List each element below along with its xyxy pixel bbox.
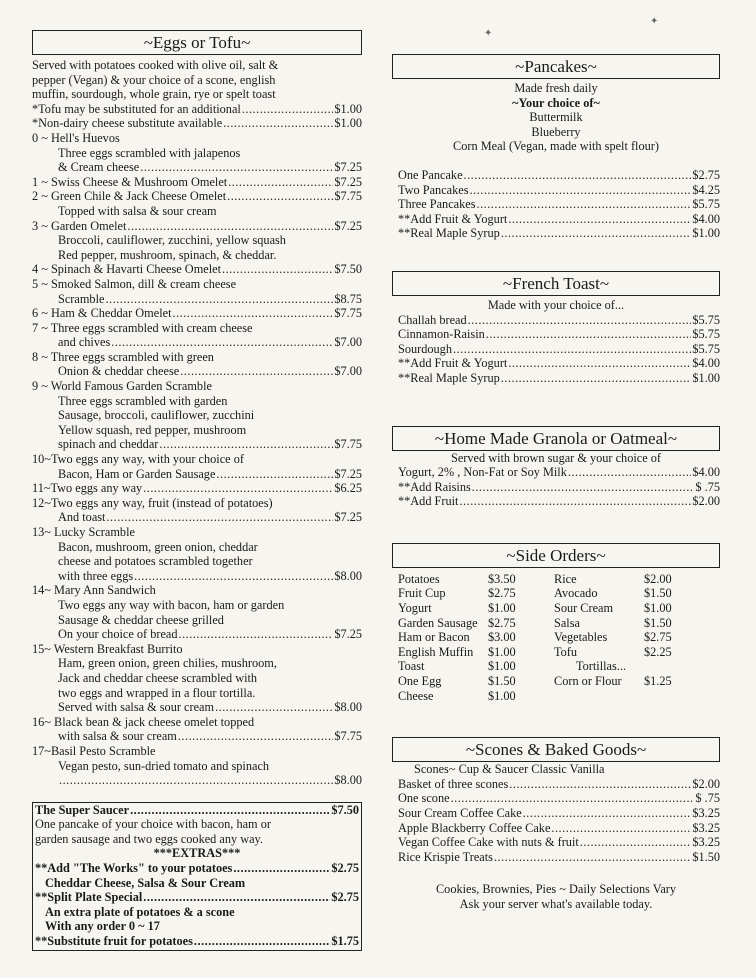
- split-desc: With any order 0 ~ 17: [45, 919, 160, 934]
- menu-desc-line: Ham, green onion, green chilies, mushroom,: [58, 656, 277, 671]
- item-name: **Real Maple Syrup: [398, 370, 500, 385]
- menu-item-row: [32, 160, 362, 175]
- side-price: $1.00: [488, 688, 516, 703]
- eggs-section: [32, 30, 362, 951]
- speck: ✦: [484, 28, 493, 39]
- item-name: Three Pancakes: [398, 197, 476, 212]
- side-name: Salsa: [554, 615, 580, 630]
- item-price: $7.25: [334, 627, 362, 642]
- menu-item-row: [32, 219, 362, 234]
- item-name: 3 ~ Garden Omelet: [32, 218, 127, 233]
- pancakes-sub: Made fresh daily: [514, 81, 598, 95]
- side-price: $1.50: [644, 615, 672, 630]
- menu-desc-line: 0 ~ Hell's Huevos: [32, 130, 120, 145]
- item-price: $2.00: [692, 494, 720, 509]
- intro-line: pepper (Vegan) & your choice of a scone, english: [32, 72, 276, 87]
- side-price: $1.00: [488, 644, 516, 659]
- menu-item-row: [398, 226, 720, 241]
- item-name: On your choice of bread: [58, 627, 178, 642]
- baked-footer: Cookies, Brownies, Pies ~ Daily Selections Vary: [435, 882, 677, 897]
- item-name: Vegan Coffee Cake with nuts & fruit: [398, 835, 579, 850]
- side-name: Sour Cream: [554, 601, 614, 616]
- menu-desc-line: 5 ~ Smoked Salmon, dill & cream cheese: [32, 276, 237, 291]
- menu-desc-line: 9 ~ World Famous Garden Scramble: [32, 379, 212, 394]
- side-name: English Muffin: [398, 644, 474, 659]
- side-name: Vegetables: [554, 630, 608, 645]
- item-price: $7.75: [334, 189, 362, 204]
- item-name: One Pancake: [398, 167, 463, 182]
- side-price: $2.75: [644, 630, 672, 645]
- side-price: $2.75: [488, 615, 516, 630]
- eggs-item-list: [32, 131, 362, 788]
- item-name: Yogurt, 2% , Non-Fat or Soy Milk: [398, 465, 567, 480]
- menu-item-row: [398, 212, 720, 227]
- menu-item-row: [32, 189, 362, 204]
- menu-desc-line: Broccoli, cauliflower, zucchini, yellow squash: [58, 233, 286, 248]
- item-price: $7.25: [334, 174, 362, 189]
- menu-item-row: [32, 510, 362, 525]
- side-name: Toast: [398, 659, 425, 674]
- menu-desc-line: Yellow squash, red pepper, mushroom: [58, 422, 247, 437]
- side-price: [644, 689, 696, 704]
- item-price: $8.00: [334, 700, 362, 715]
- super-saucer-box: [32, 802, 362, 951]
- menu-item-row: [398, 480, 720, 495]
- scones-title: ~Scones & Baked Goods~: [392, 737, 720, 762]
- pancakes-sub: ~Your choice of~: [512, 95, 600, 110]
- item-name: One scone: [398, 791, 450, 806]
- item-price: $ .75: [695, 479, 720, 494]
- item-name: 4 ~ Spinach & Havarti Cheese Omelet: [32, 262, 222, 277]
- eggs-title: ~Eggs or Tofu~: [32, 30, 362, 55]
- pancake-list: [392, 168, 720, 241]
- item-name: **Real Maple Syrup: [398, 226, 500, 241]
- menu-item-row: [398, 850, 720, 865]
- works-desc: Cheddar Cheese, Salsa & Sour Cream: [45, 875, 246, 890]
- menu-desc-line: 16~ Black bean & jack cheese omelet topped: [32, 714, 255, 729]
- sides-grid: [392, 572, 720, 703]
- item-price: $3.25: [692, 806, 720, 820]
- menu-desc-line: Topped with salsa & sour cream: [58, 203, 217, 218]
- item-name: 11~Two eggs any way: [32, 481, 143, 496]
- menu-desc-line: Two eggs any way with bacon, ham or garden: [58, 597, 285, 612]
- side-price: $1.25: [644, 674, 672, 689]
- pancakes-sub: Blueberry: [531, 124, 581, 139]
- item-price: $4.25: [692, 182, 720, 197]
- menu-item-row: [398, 356, 720, 371]
- item-name: Rice Krispie Treats: [398, 849, 493, 864]
- item-name: and chives: [58, 335, 111, 350]
- menu-item-row: [32, 335, 362, 350]
- menu-desc-line: Three eggs scrambled with jalapenos: [58, 145, 241, 160]
- works-row: **Add "The Works" to your potatoes ..... $2.75: [35, 861, 359, 876]
- item-name: Cinnamon-Raisin: [398, 327, 485, 342]
- item-name: Onion & cheddar cheese: [58, 364, 180, 379]
- item-price: $1.00: [692, 226, 720, 241]
- menu-desc-line: two eggs and wrapped in a flour tortilla.: [58, 685, 256, 700]
- side-name: Garden Sausage: [398, 615, 478, 630]
- scones-sub: Scones~ Cup & Saucer Classic Vanilla: [414, 762, 605, 777]
- saucer-desc: garden sausage and two eggs cooked any way.: [35, 831, 263, 846]
- item-price: $5.75: [692, 327, 720, 342]
- side-name: [554, 689, 644, 704]
- side-price: $2.25: [644, 644, 672, 659]
- menu-item-row: [398, 465, 720, 480]
- menu-item-row: [32, 175, 362, 190]
- item-name: Basket of three scones: [398, 776, 509, 791]
- item-price: $3.25: [692, 835, 720, 850]
- side-name: Yogurt: [398, 601, 432, 616]
- menu-item-row: [398, 821, 720, 836]
- menu-item-row: [32, 437, 362, 452]
- side-price: $1.00: [644, 601, 672, 616]
- menu-item-row: [398, 806, 720, 821]
- side-price: [644, 659, 696, 674]
- item-price: $7.25: [334, 466, 362, 481]
- right-column: [392, 54, 720, 912]
- item-price: $2.00: [692, 776, 720, 791]
- item-name: & Cream cheese: [58, 160, 140, 175]
- item-name: with three eggs: [58, 568, 134, 583]
- side-name: Rice: [554, 571, 577, 586]
- menu-desc-line: 13~ Lucky Scramble: [32, 525, 135, 539]
- menu-desc-line: 10~Two eggs any way, with your choice of: [32, 452, 244, 467]
- item-price: $5.75: [692, 341, 720, 356]
- menu-item-row: [32, 627, 362, 642]
- item-price: $4.00: [692, 211, 720, 226]
- side-price: $3.00: [488, 630, 516, 645]
- item-name: **Add Fruit & Yogurt: [398, 211, 508, 226]
- item-price: $4.00: [692, 465, 720, 480]
- item-name: **Add Raisins: [398, 479, 471, 494]
- menu-item-row: [398, 371, 720, 386]
- item-name: spinach and cheddar: [58, 437, 159, 452]
- menu-item-row: [398, 313, 720, 328]
- menu-desc-line: Three eggs scrambled with garden: [58, 393, 228, 408]
- saucer-desc: One pancake of your choice with bacon, ham or: [35, 817, 271, 832]
- menu-item-row: [398, 183, 720, 198]
- menu-item-row: [32, 306, 362, 321]
- menu-desc-line: 17~Basil Pesto Scramble: [32, 743, 156, 758]
- item-price: $7.00: [334, 364, 362, 379]
- french-list: [392, 313, 720, 386]
- split-desc: An extra plate of potatoes & a scone: [45, 904, 235, 919]
- item-price: $7.25: [334, 510, 362, 525]
- menu-desc-line: Bacon, mushroom, green onion, cheddar: [58, 539, 258, 554]
- item-price: $4.00: [692, 356, 720, 371]
- menu-desc-line: Red pepper, mushroom, spinach, & cheddar.: [58, 247, 277, 262]
- menu-item-row: [32, 262, 362, 277]
- menu-item-row: [32, 481, 362, 496]
- eggs-intro: [32, 58, 362, 102]
- intro-line: muffin, sourdough, whole grain, rye or spelt toast: [32, 87, 276, 102]
- side-name: Ham or Bacon: [398, 630, 470, 645]
- granola-title: ~Home Made Granola or Oatmeal~: [392, 426, 720, 451]
- item-price: $7.75: [334, 437, 362, 452]
- item-name: **Add Fruit: [398, 494, 459, 509]
- intro-line: Served with potatoes cooked with olive oil, salt &: [32, 58, 279, 72]
- item-price: $1.00: [692, 370, 720, 385]
- menu-item-row: [398, 777, 720, 792]
- split-row: **Split Plate Special ..... $2.75: [35, 890, 359, 905]
- fruit-row: **Substitute fruit for potatoes ..... $1.75: [35, 934, 359, 949]
- item-price: $7.25: [334, 218, 362, 233]
- saucer-row: The Super Saucer ..... $7.50: [35, 803, 359, 818]
- item-price: $ .75: [695, 791, 720, 806]
- side-name: Cheese: [398, 688, 434, 703]
- note-row: *Non-dairy cheese substitute available ..... $1.00: [32, 116, 362, 131]
- item-price: $8.75: [334, 291, 362, 306]
- french-sub: Made with your choice of...: [487, 297, 625, 312]
- item-name: Challah bread: [398, 312, 467, 327]
- menu-desc-line: Jack and cheddar cheese scrambled with: [58, 670, 258, 685]
- item-name: Scramble: [58, 291, 105, 306]
- item-name: Apple Blackberry Coffee Cake: [398, 820, 551, 835]
- pancakes-sub: Corn Meal (Vegan, made with spelt flour): [453, 139, 659, 154]
- side-name: Tortillas...: [576, 659, 627, 674]
- menu-item-row: [32, 700, 362, 715]
- menu-desc-line: cheese and potatoes scrambled together: [58, 554, 253, 569]
- menu-desc-line: 7 ~ Three eggs scrambled with cream cheese: [32, 320, 253, 335]
- menu-item-row: [32, 729, 362, 744]
- item-name: 1 ~ Swiss Cheese & Mushroom Omelet: [32, 174, 228, 189]
- item-price: $7.75: [334, 729, 362, 744]
- side-price: $1.00: [488, 601, 516, 616]
- item-name: Bacon, Ham or Garden Sausage: [58, 466, 216, 481]
- item-price: $5.75: [692, 312, 720, 327]
- side-price: $2.75: [488, 586, 516, 601]
- item-name: Sour Cream Coffee Cake: [398, 806, 522, 820]
- item-name: And toast: [58, 510, 106, 525]
- menu-desc-line: 14~ Mary Ann Sandwich: [32, 583, 156, 598]
- menu-desc-line: Vegan pesto, sun-dried tomato and spinach: [58, 758, 270, 773]
- side-price: $3.50: [488, 571, 516, 586]
- item-name: Served with salsa & sour cream: [58, 700, 215, 715]
- item-name: 6 ~ Ham & Cheddar Omelet: [32, 306, 172, 321]
- menu-item-row: [32, 364, 362, 379]
- menu-item-row: [398, 791, 720, 806]
- side-name: Corn or Flour: [554, 674, 622, 689]
- menu-desc-line: Sausage, broccoli, cauliflower, zucchini: [58, 408, 255, 423]
- item-price: $7.50: [334, 262, 362, 277]
- speck: ✦: [650, 16, 659, 27]
- baked-footer: Ask your server what's available today.: [459, 896, 653, 911]
- menu-item-row: [32, 292, 362, 307]
- side-price: $2.00: [644, 571, 672, 586]
- menu-desc-line: Sausage & cheddar cheese grilled: [58, 612, 224, 627]
- item-name: with salsa & sour cream: [58, 729, 177, 744]
- item-price: $6.25: [334, 481, 362, 496]
- menu-item-row: [398, 494, 720, 509]
- pancakes-title: ~Pancakes~: [392, 54, 720, 79]
- pancakes-sub: Buttermilk: [529, 110, 583, 125]
- granola-sub: Served with brown sugar & your choice of: [450, 450, 662, 465]
- menu-item-row: [398, 835, 720, 850]
- item-price: $7.75: [334, 306, 362, 321]
- side-name: Tofu: [554, 644, 578, 659]
- item-price: $8.00: [334, 773, 362, 788]
- item-price: $3.25: [692, 820, 720, 835]
- item-name: Two Pancakes: [398, 182, 469, 197]
- menu-item-row: [32, 569, 362, 584]
- item-name: Sourdough: [398, 341, 452, 356]
- french-title: ~French Toast~: [392, 271, 720, 296]
- item-price: $5.75: [692, 197, 720, 212]
- side-name: One Egg: [398, 674, 442, 689]
- item-price: $1.50: [692, 849, 720, 864]
- menu-desc-line: 15~ Western Breakfast Burrito: [32, 641, 183, 656]
- sides-title: ~Side Orders~: [392, 543, 720, 568]
- side-price: $1.00: [488, 659, 516, 674]
- side-name: Fruit Cup: [398, 586, 446, 601]
- menu-item-row: [398, 168, 720, 183]
- menu-desc-line: 8 ~ Three eggs scrambled with green: [32, 349, 214, 364]
- item-name: **Add Fruit & Yogurt: [398, 356, 508, 371]
- menu-item-row: [32, 467, 362, 482]
- item-price: $8.00: [334, 568, 362, 583]
- menu-item-row: [32, 773, 362, 788]
- note-row: *Tofu may be substituted for an additional ..... $1.00: [32, 102, 362, 117]
- side-price: $1.50: [644, 586, 672, 601]
- item-price: $7.25: [334, 160, 362, 175]
- item-price: $7.00: [334, 335, 362, 350]
- scone-list: [392, 777, 720, 865]
- side-name: Avocado: [554, 586, 598, 601]
- item-name: 2 ~ Green Chile & Jack Cheese Omelet: [32, 189, 227, 204]
- menu-desc-line: 12~Two eggs any way, fruit (instead of potatoes): [32, 495, 273, 510]
- extras-title: ***EXTRAS***: [153, 846, 241, 861]
- item-price: $2.75: [692, 167, 720, 182]
- menu-item-row: [398, 342, 720, 357]
- side-name: Potatoes: [398, 571, 440, 586]
- side-price: $1.50: [488, 674, 516, 689]
- menu-item-row: [398, 197, 720, 212]
- menu-item-row: [398, 327, 720, 342]
- granola-list: [392, 465, 720, 509]
